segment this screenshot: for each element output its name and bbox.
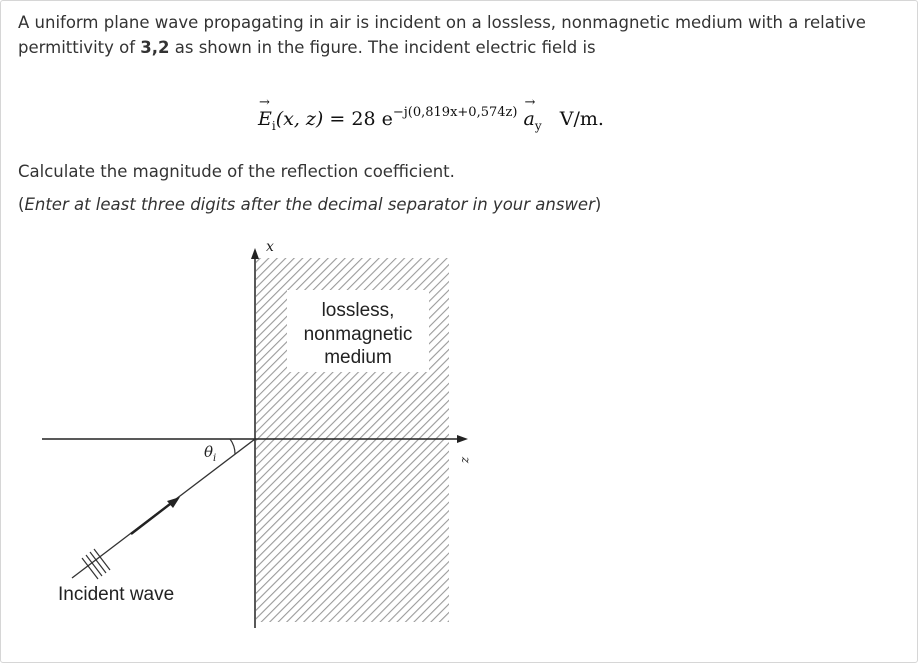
hint-close: ) — [594, 195, 602, 214]
equation-equals: = — [329, 108, 346, 130]
x-axis-label: x — [266, 239, 274, 255]
incident-wave-label: Incident wave — [58, 584, 175, 605]
equation-exponent: −j(0,819x+0,574z) — [392, 105, 518, 120]
question-ask: Calculate the magnitude of the reflection coefficient. — [18, 162, 455, 181]
equation-exp-base: e — [381, 108, 393, 130]
z-axis-arrowhead — [457, 435, 468, 443]
hint-text: Enter at least three digits after the decimal separator in your answer — [24, 195, 595, 214]
permittivity-value: 3,2 — [140, 38, 170, 57]
intro-text-1: A uniform plane wave propagating in air is incident on a lossless, nonmagnetic medium with a relative permittivity of — [18, 13, 866, 57]
incident-direction-arrow — [131, 501, 174, 534]
equation-amplitude: 28 — [351, 108, 376, 130]
z-axis-label: z — [459, 456, 473, 464]
equation-unit-vector-sub: y — [534, 119, 542, 133]
medium-label-line3: medium — [324, 347, 392, 368]
intro-text-2: as shown in the figure. The incident electric field is — [169, 38, 596, 57]
wavefront-marks — [82, 549, 110, 579]
angle-label: $\theta_i$ — [204, 443, 217, 464]
angle-arc — [230, 439, 235, 454]
equation-args: (x, z) — [275, 108, 324, 130]
medium-label-line1: lossless, — [321, 300, 395, 321]
equation-units: V/m. — [559, 108, 604, 130]
hint-open: ( — [18, 195, 25, 214]
x-axis-arrowhead — [251, 248, 259, 259]
equation-field-symbol: → E — [258, 108, 272, 130]
equation-field-sub: i — [271, 119, 276, 133]
equation-unit-vector: → a — [523, 108, 534, 130]
medium-label-line2: nonmagnetic — [303, 324, 413, 345]
